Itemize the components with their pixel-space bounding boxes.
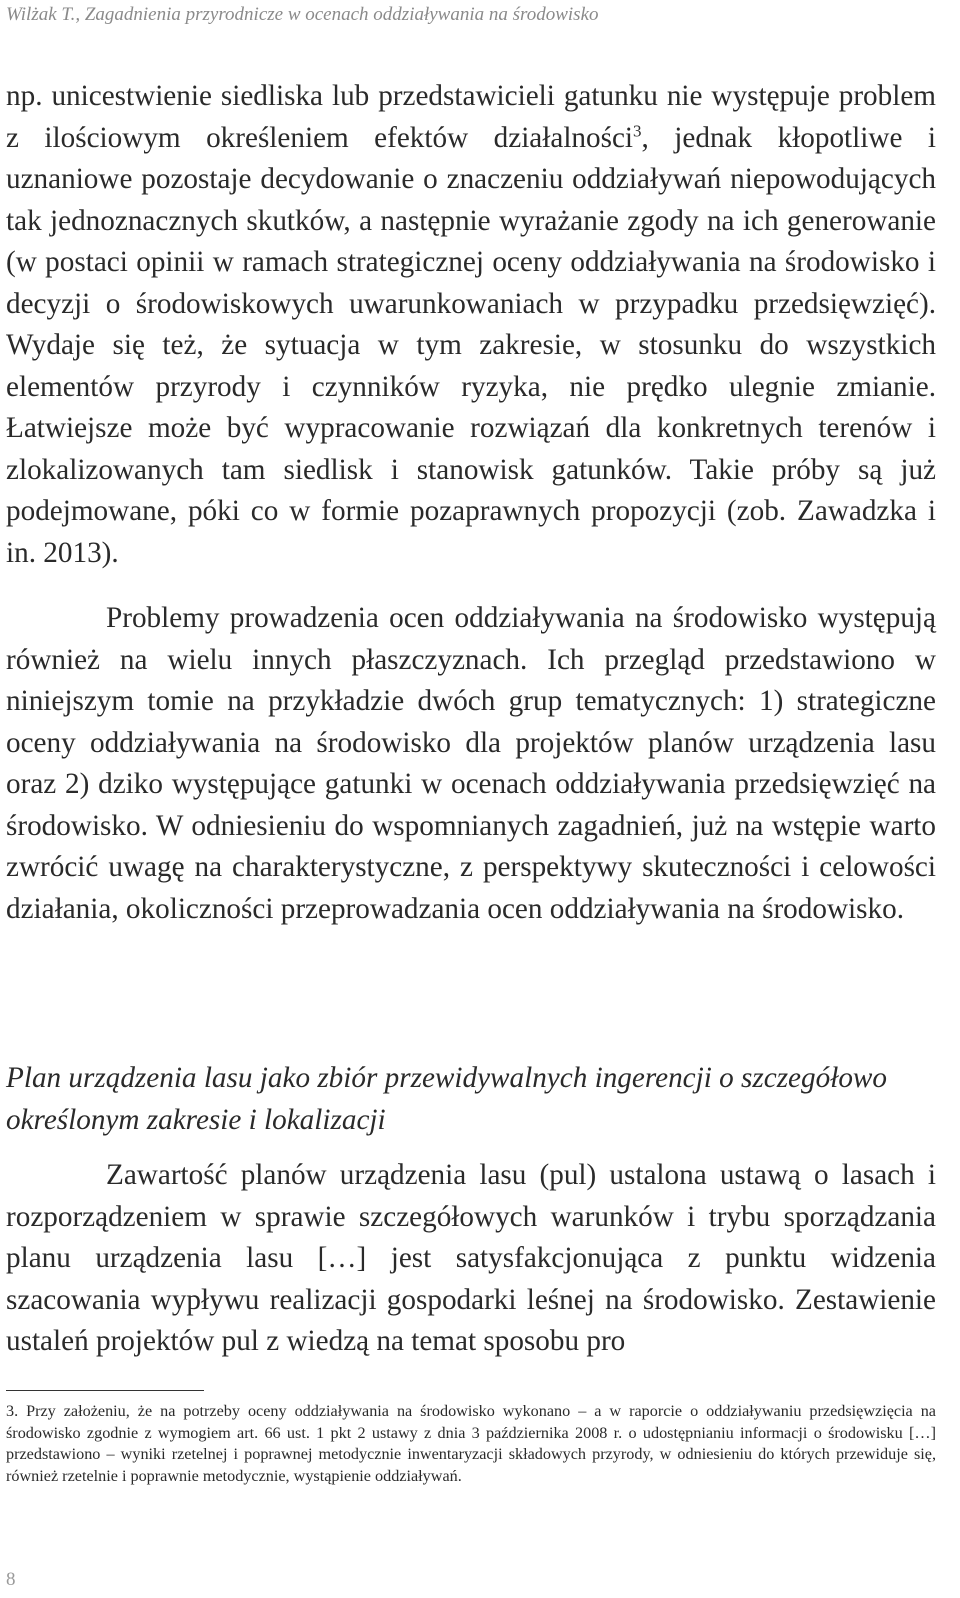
page-number: 8 <box>6 1569 16 1590</box>
section-heading: Plan urządzenia lasu jako zbiór przewidywalnych ingerencji o szczegółowo określonym zakresie i lokalizacji <box>6 1062 887 1136</box>
footnote-divider <box>6 1390 204 1391</box>
body-text-block-2 <box>6 598 936 930</box>
paragraph-1-text-b: , jednak kłopotliwe i uznaniowe pozostaje decydowanie o znaczeniu oddziaływań niepowodujących tak jednoznacznych skutków, a następnie wyrażanie zgody na ich generowanie (w postaci opinii w ramach strategicznej oceny oddziaływania na środowisko i decyzji o środowiskowych uwarunkowaniach w przypadku przedsięwzięć). Wydaje się też, że sytuacja w tym zakresie, w stosunku do wszystkich elementów przyrody i czynników ryzyka, nie prędko ulegnie zmianie. Łatwiejsze może być wypracowanie rozwiązań dla konkretnych terenów i zlokalizowanych tam siedlisk i stanowisk gatunków. Takie próby są już podejmowane, póki co w formie pozaprawnych propozycji (zob. Zawadzka i in. 2013). <box>6 121 936 569</box>
paragraph-1-text-a: np. unicestwienie siedliska lub przedstawicieli gatunku nie występuje problem z ilościowym określeniem efektów działalności <box>6 80 936 154</box>
body-text-block <box>6 76 936 574</box>
footnote-reference[interactable]: 3 <box>633 120 642 140</box>
section-paragraph: Zawartość planów urządzenia lasu (pul) ustalona ustawą o lasach i rozporządzeniem w sprawie szczegółowych warunków i trybu sporządzania planu urządzenia lasu […] jest satysfakcjonująca z punktu widzenia szacowania wypływu realizacji gospodarki leśnej na środowisko. Zestawienie ustaleń projektów pul z wiedzą na temat sposobu pro <box>6 1159 936 1357</box>
paragraph-2: Problemy prowadzenia ocen oddziaływania na środowisko występują również na wielu innych płaszczyznach. Ich przegląd przedstawiono w niniejszym tomie na przykładzie dwóch grup tematycznych: 1) strategiczne oceny oddziaływania na środowisko dla projektów planów urządzenia lasu oraz 2) dziko występujące gatunki w ocenach oddziaływania przedsięwzięć na środowisko. W odniesieniu do wspomnianych zagadnień, już na wstępie warto zwrócić uwagę na charakterystyczne, z perspektywy skuteczności i celowości działania, okoliczności przeprowadzania ocen oddziaływania na środowisko. <box>6 602 936 925</box>
running-header: Wilżak T., Zagadnienia przyrodnicze w ocenach oddziaływania na środowisko <box>6 4 599 25</box>
body-text-block-3 <box>6 1155 936 1363</box>
paragraph-1 <box>6 76 936 574</box>
footnote-3: 3. Przy założeniu, że na potrzeby oceny oddziaływania na środowisko wykonano – a w raporcie o oddziaływaniu przedsięwzięcia na środowisko zgodnie z wymogiem art. 66 ust. 1 pkt 2 ustawy z dnia 3 października 2008 r. o udostępnianiu informacji o środowisku […] przedstawiono – wyniki rzetelnej i poprawnej metodycznie inwentaryzacji składowych przyrody, w odniesieniu do których przewiduje się, również rzetelnie i poprawnie metodycznie, wystąpienie oddziaływań. <box>6 1402 936 1485</box>
